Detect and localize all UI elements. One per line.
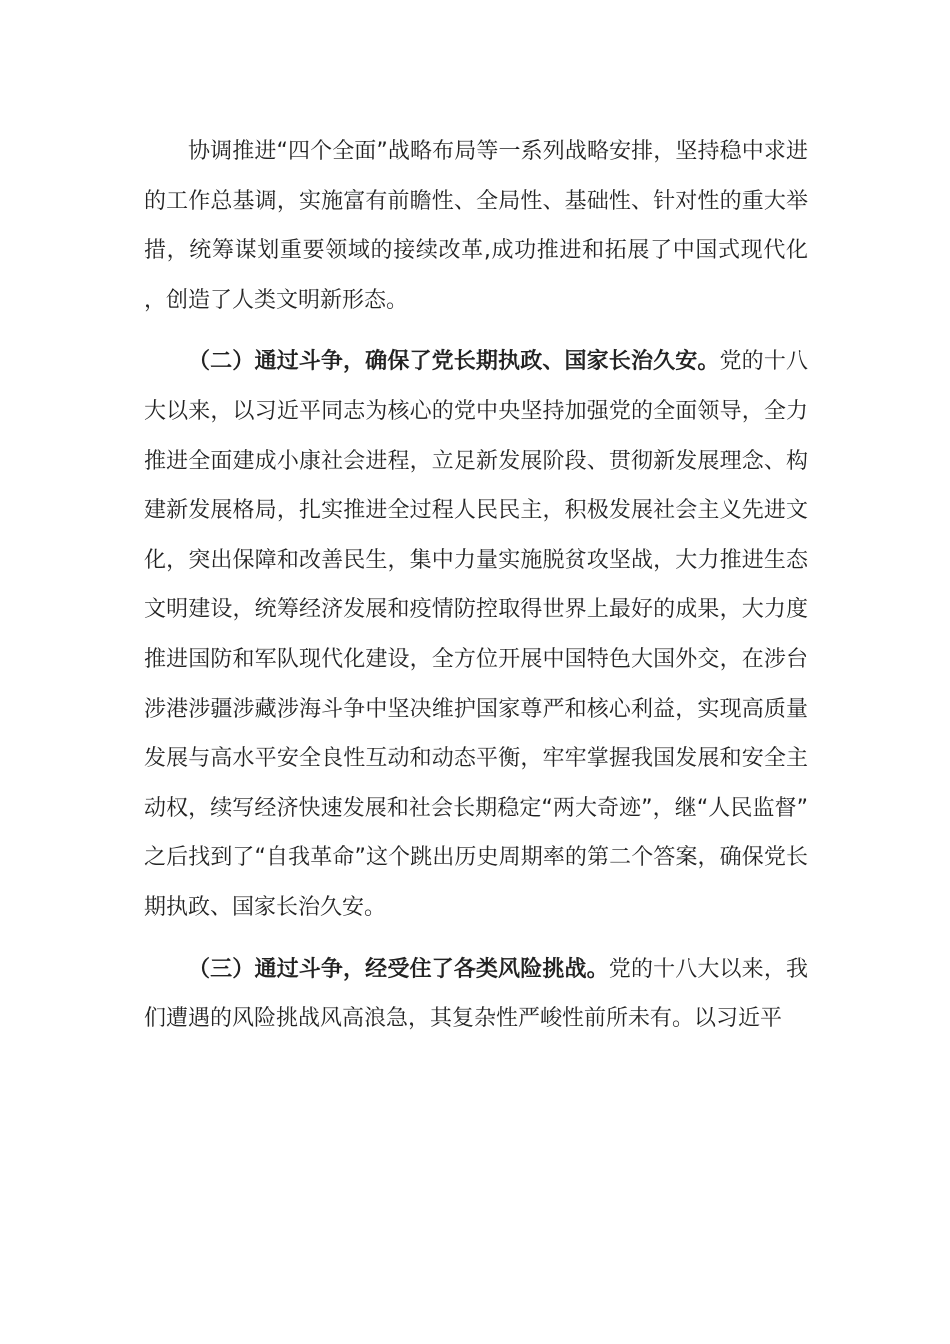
paragraph-body: 协调推进“四个全面”战略布局等一系列战略安排，坚持稳中求进的工作总基调，实施富有前瞻性、全局性、基础性、针对性的重大举措，统筹谋划重要领域的接续改革,成功推进和拓展了中国式现代化，创造了人类文明新形态。 — [144, 139, 808, 313]
section-heading: （二）通过斗争，确保了党长期执政、国家长治久安。 — [188, 349, 720, 375]
paragraph-continuation — [144, 127, 808, 325]
section-heading: （三）通过斗争，经受住了各类风险挑战。 — [188, 956, 609, 982]
document-page — [144, 127, 808, 1044]
paragraph-section-three — [144, 945, 808, 1044]
paragraph-body: 党的十八大以来，以习近平同志为核心的党中央坚持加强党的全面领导，全力推进全面建成小康社会进程，立足新发展阶段、贯彻新发展理念、构建新发展格局，扎实推进全过程人民民主，积极发展社会主义先进文化，突出保障和改善民生，集中力量实施脱贫攻坚战，大力推进生态文明建设，统筹经济发展和疫情防控取得世界上最好的成果，大力度推进国防和军队现代化建设，全方位开展中国特色大国外交，在涉台涉港涉疆涉藏涉海斗争中坚决维护国家尊严和核心利益，实现高质量发展与高水平安全良性互动和动态平衡，牢牢掌握我国发展和安全主动权，续写经济快速发展和社会长期稳定“两大奇迹”，继“人民监督”之后找到了“自我革命”这个跳出历史周期率的第二个答案，确保党长期执政、国家长治久安。 — [144, 349, 808, 920]
paragraph-body: 党的十八大以来，我们遭遇的风险挑战风高浪急，其复杂性严峻性前所未有。以习近平 — [144, 956, 808, 1032]
paragraph-section-two — [144, 337, 808, 932]
